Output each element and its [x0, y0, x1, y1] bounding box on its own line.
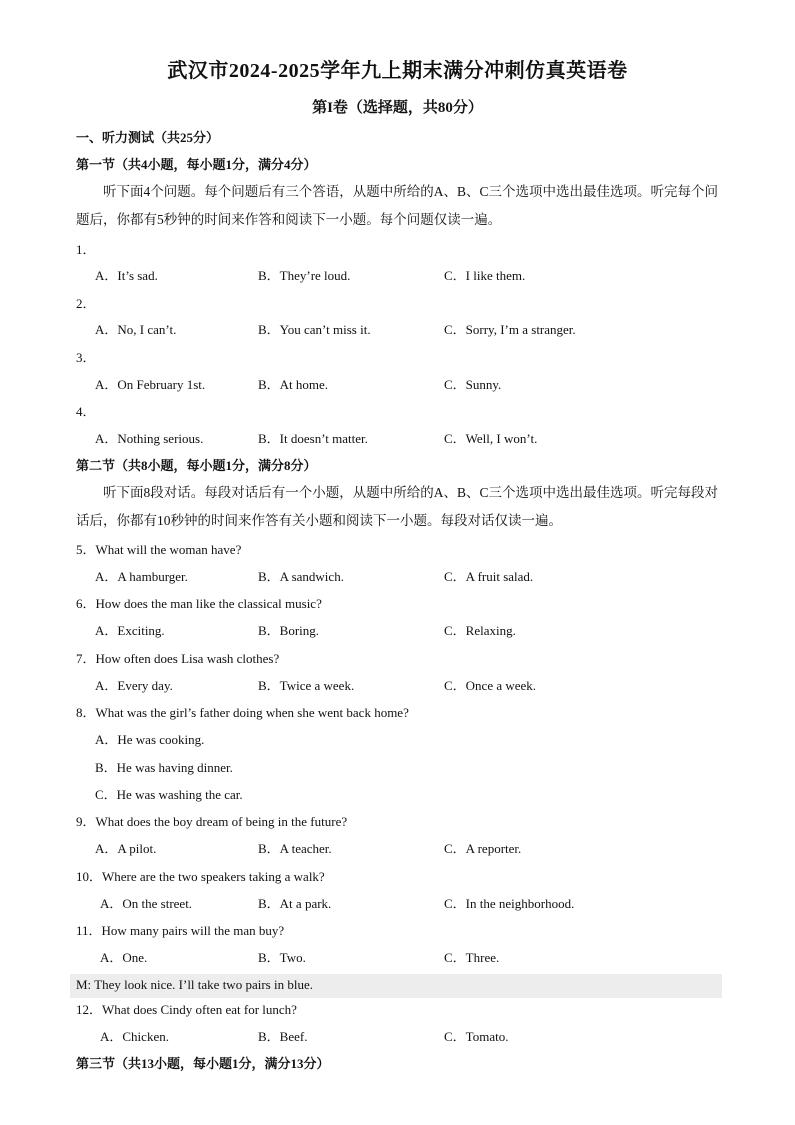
option-c: C．Sunny. [444, 377, 502, 392]
option-b: B．At home. [258, 377, 329, 392]
exam-title: 武汉市2024-2025学年九上期末满分冲刺仿真英语卷 [167, 60, 628, 82]
option-c: C．Tomato. [444, 1029, 509, 1044]
option-c: C．Relaxing. [444, 623, 516, 638]
option-a: A．On February 1st. [95, 377, 206, 392]
question-number: 1． [76, 242, 96, 257]
section3-heading: 第三节（共13小题，每小题1分，满分13分） [76, 1056, 330, 1071]
option-a: A．No, I can’t. [95, 322, 177, 337]
option-a: A．A pilot. [95, 841, 157, 856]
option-b: B．Boring. [258, 623, 320, 638]
question-text: 7．How often does Lisa wash clothes? [76, 651, 280, 666]
option-a: A．Chicken. [100, 1029, 169, 1044]
option-a: A．On the street. [100, 896, 193, 911]
transcript-line: M: They look nice. I’ll take two pairs in blue. [76, 977, 313, 992]
section2-heading: 第二节（共8小题，每小题1分，满分8分） [76, 458, 317, 473]
option-a: A．Nothing serious. [95, 431, 204, 446]
question-text: 12．What does Cindy often eat for lunch? [76, 1002, 297, 1017]
option-a: A．He was cooking. [95, 732, 205, 747]
option-b: B．Twice a week. [258, 678, 355, 693]
question-number: 2． [76, 296, 96, 311]
option-b: B．Beef. [258, 1029, 308, 1044]
section2-instructions: 听下面8段对话。每段对话后有一个小题，从题中所给的A、B、C三个选项中选出最佳选项。听完每段对话后，你都有10秒钟的时间来作答有关小题和阅读下一小题。每段对话仅读一遍。 [76, 485, 719, 528]
option-c: C．He was washing the car. [95, 787, 243, 802]
option-a: A．Every day. [95, 678, 173, 693]
option-a: A．Exciting. [95, 623, 165, 638]
option-b: B．You can’t miss it. [258, 322, 371, 337]
option-c: C．Well, I won’t. [444, 431, 538, 446]
option-c: C．Sorry, I’m a stranger. [444, 322, 576, 337]
part1-heading: 一、听力测试（共25分） [76, 130, 220, 145]
option-b: B．A sandwich. [258, 569, 344, 584]
option-a: A．One. [100, 950, 148, 965]
option-c: C．I like them. [444, 268, 526, 283]
option-b: B．He was having dinner. [95, 760, 233, 775]
question-number: 4． [76, 404, 96, 419]
section1-heading: 第一节（共4小题，每小题1分，满分4分） [76, 157, 317, 172]
question-text: 10．Where are the two speakers taking a walk? [76, 869, 325, 884]
question-text: 9．What does the boy dream of being in the future? [76, 814, 348, 829]
question-text: 11．How many pairs will the man buy? [76, 923, 285, 938]
question-text: 6．How does the man like the classical music? [76, 596, 322, 611]
section1-instructions: 听下面4个问题。每个问题后有三个答语，从题中所给的A、B、C三个选项中选出最佳选项。听完每个问题后，你都有5秒钟的时间来作答和阅读下一小题。每个问题仅读一遍。 [76, 184, 719, 227]
option-b: B．It doesn’t matter. [258, 431, 368, 446]
option-c: C．A reporter. [444, 841, 522, 856]
option-b: B．A teacher. [258, 841, 332, 856]
question-text: 5．What will the woman have? [76, 542, 242, 557]
option-c: C．Once a week. [444, 678, 537, 693]
question-number: 3． [76, 350, 96, 365]
option-b: B．At a park. [258, 896, 332, 911]
option-b: B．They’re loud. [258, 268, 351, 283]
option-c: C．In the neighborhood. [444, 896, 575, 911]
option-a: A．It’s sad. [95, 268, 158, 283]
option-a: A．A hamburger. [95, 569, 188, 584]
option-c: C．A fruit salad. [444, 569, 534, 584]
option-b: B．Two. [258, 950, 306, 965]
option-c: C．Three. [444, 950, 500, 965]
volume-heading: 第I卷（选择题，共80分） [312, 100, 483, 116]
question-text: 8．What was the girl’s father doing when she went back home? [76, 705, 409, 720]
